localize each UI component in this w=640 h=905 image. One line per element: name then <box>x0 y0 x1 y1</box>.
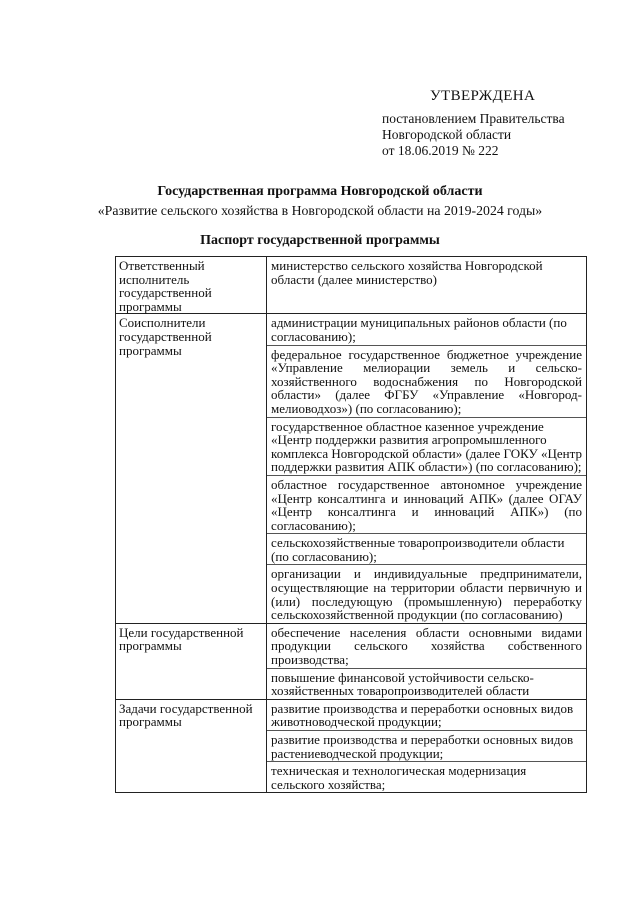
row-content <box>267 257 587 314</box>
list-item: министерство сельского хозяйства Новгородской области (далее министерство) <box>271 258 543 287</box>
approval-line: Новгородской области <box>382 127 512 142</box>
table-row <box>116 623 587 699</box>
program-title: Государственная программа Новгородской области <box>157 184 483 199</box>
list-item: развитие производства и переработки основных видов животноводческой продукции; <box>267 700 586 731</box>
table-row <box>116 314 587 623</box>
approval-details <box>382 111 565 159</box>
approval-stamp-title: УТВЕРЖДЕНА <box>430 88 536 104</box>
passport-title: Паспорт государственной программы <box>200 233 440 248</box>
list-item: повышение финансовой устойчивости сельско-хозяйственных товаропроизводителей области <box>271 669 534 699</box>
list-item: обеспечение населения области основными видами продукции сельского хозяйства собственного производства; <box>267 624 586 669</box>
approval-line: постановлением Правительства <box>382 111 565 126</box>
row-content <box>267 699 587 793</box>
passport-table <box>115 256 587 793</box>
row-content <box>267 314 587 623</box>
table-row <box>116 699 587 793</box>
list-item: сельскохозяйственные товаропроизводители области (по согласованию); <box>267 534 586 565</box>
list-item: государственное областное казенное учреждение «Центр поддержки развития агропромышленного комплекса Новгородской области» (далее ГОКУ «Центр поддержки развития АПК области») (по согласованию); <box>267 418 586 476</box>
row-label: Цели государственной программы <box>116 623 267 699</box>
list-item: федеральное государственное бюджетное учреждение «Управление мелиорации земель и сельско-хозяйственного водоснабжения по Новгородской области» (далее ФГБУ «Управление «Новгород-мелиоводхоз») (по согласованию); <box>267 346 586 418</box>
list-item: администрации муниципальных районов области (по согласованию); <box>267 314 586 345</box>
approval-line: от 18.06.2019 № 222 <box>382 143 499 158</box>
row-content <box>267 623 587 699</box>
row-label: Ответственный исполнитель государственной программы <box>116 257 267 314</box>
list-item: организации и индивидуальные предприниматели, осуществляющие на территории области первичную и (или) последующую (промышленную) переработку сельскохозяйственной продукции (по согласованию) <box>271 566 582 623</box>
row-label: Соисполнители государственной программы <box>116 314 267 623</box>
list-item: областное государственное автономное учреждение «Центр консалтинга и инноваций АПК» (далее ОГАУ «Центр консалтинга и инноваций АПК») (по согласованию); <box>267 476 586 534</box>
list-item: техническая и технологическая модернизация сельского хозяйства; <box>271 763 527 792</box>
program-subtitle: «Развитие сельского хозяйства в Новгородской области на 2019-2024 годы» <box>97 203 543 218</box>
table-row <box>116 257 587 314</box>
row-label: Задачи государственной программы <box>116 699 267 793</box>
list-item: развитие производства и переработки основных видов растениеводческой продукции; <box>267 731 586 762</box>
